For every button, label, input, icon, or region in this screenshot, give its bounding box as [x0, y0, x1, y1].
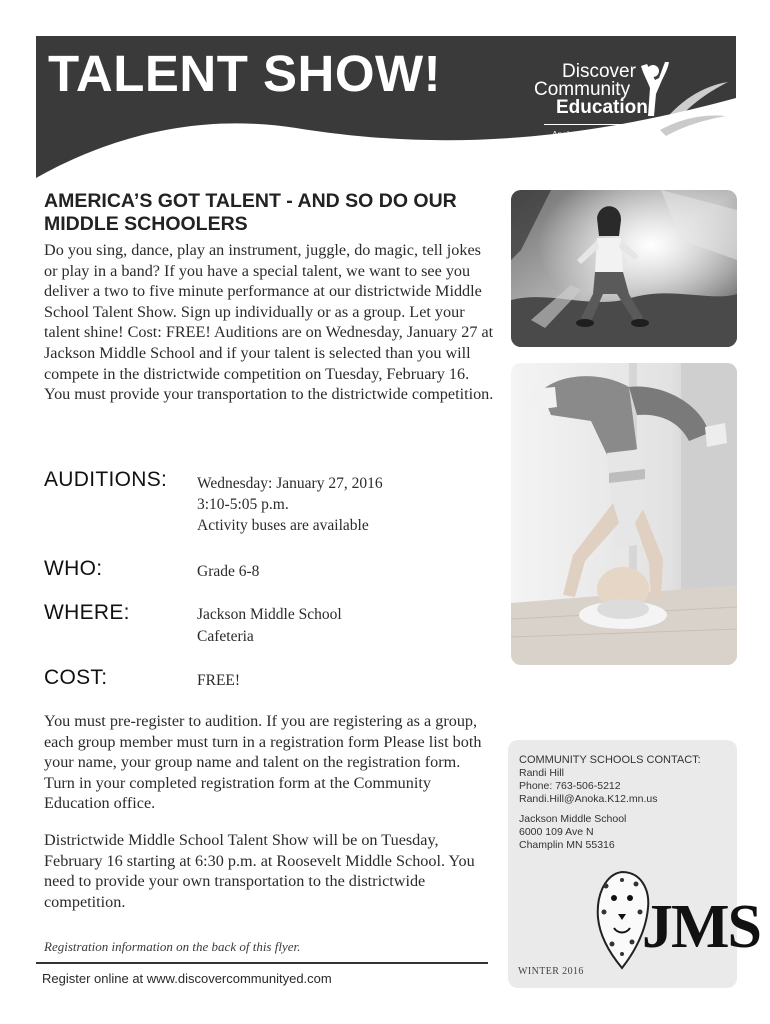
auditions-label: AUDITIONS:	[44, 468, 168, 491]
contact-address: 6000 109 Ave N	[519, 826, 594, 838]
logo-line-community: Community	[534, 79, 631, 100]
intro-heading: AMERICA’S GOT TALENT - AND SO DO OUR MIDDLE SCHOOLERS	[44, 190, 457, 235]
page-title: TALENT SHOW!	[48, 45, 442, 102]
where-value-room: Cafeteria	[197, 628, 254, 645]
contact-school: Jackson Middle School	[519, 813, 627, 825]
contact-heading: COMMUNITY SCHOOLS CONTACT:	[519, 754, 701, 766]
contact-card	[508, 740, 760, 988]
where-label: WHERE:	[44, 601, 130, 624]
contact-phone: Phone: 763-506-5212	[519, 780, 621, 792]
cost-value: FREE!	[197, 672, 241, 689]
districtwide-show-paragraph: Districtwide Middle School Talent Show will be on Tuesday, February 16 starting at 6:30 p.m. at Roosevelt Middle School. You need to provide your own transportation to the districtwide competition.	[44, 831, 475, 911]
who-value: Grade 6-8	[197, 563, 260, 580]
jms-letters: JMS	[642, 893, 760, 961]
register-online-link[interactable]: Register online at www.discovercommunityed.com	[42, 971, 332, 986]
auditions-value-date: Wednesday: January 27, 2016	[197, 475, 383, 492]
jms-school-logo	[592, 868, 760, 980]
auditions-value-time: 3:10-5:05 p.m.	[197, 496, 289, 513]
contact-email[interactable]: Randi.Hill@Anoka.K12.mn.us	[519, 793, 658, 805]
person-arms-raised-icon	[638, 58, 728, 142]
photo-of-boy-breakdancing-headstand	[511, 363, 737, 665]
registration-note: Registration information on the back of this flyer.	[44, 939, 301, 954]
who-label: WHO:	[44, 557, 103, 580]
cost-label: COST:	[44, 666, 108, 689]
photo-of-girl-dancing	[511, 190, 737, 347]
where-value-school: Jackson Middle School	[197, 606, 342, 623]
intro-paragraph: Do you sing, dance, play an instrument, juggle, do magic, tell jokes or play in a band? If you have a special talent, we want to see you deliver a two to five minute performance at our districtwide Middle School Talent Show. Sign up individually or as a group. Let your talent shine! Cost: FREE! Auditions are on Wednesday, January 27 at Jackson Middle School and if your talent is selected than you will compete in the districtwide competition on Tuesday, February 16. You must provide your transportation to the districtwide competition.	[44, 241, 494, 404]
logo-divider	[544, 124, 640, 125]
logo-line-discover: Discover	[562, 61, 636, 82]
auditions-value-buses: Activity buses are available	[197, 517, 369, 534]
season-label: WINTER 2016	[518, 966, 584, 977]
logo-line-education: Education	[556, 97, 648, 118]
registration-paragraph: You must pre-register to audition. If you are registering as a group, each group member must turn in a registration form Please list both your name, your group name and talent on the registration form. Turn in your completed registration form at the Community Education office.	[44, 712, 482, 813]
contact-name: Randi Hill	[519, 767, 564, 779]
discover-community-education-logo	[530, 62, 730, 152]
logo-subtitle: Anoka-Hennepin Schools	[552, 129, 648, 139]
footer-divider	[36, 962, 488, 964]
contact-city: Champlin MN 55316	[519, 839, 615, 851]
